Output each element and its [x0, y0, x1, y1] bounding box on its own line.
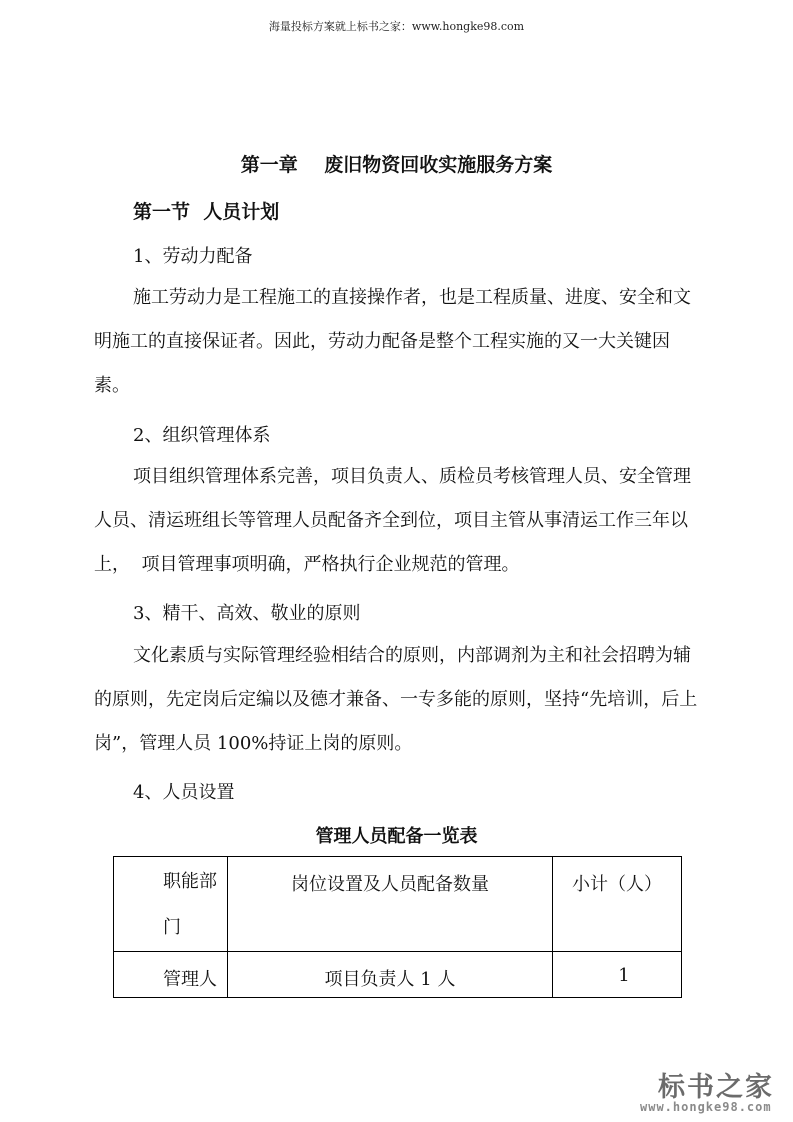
paragraph-principles: 文化素质与实际管理经验相结合的原则，内部调剂为主和社会招聘为辅的原则，先定岗后定编以及德才兼备、一专多能的原则，坚持“先培训，后上岗”，管理人员 100%持证上岗的原则。: [94, 645, 698, 754]
table-header-row: [114, 857, 682, 952]
subheading-principles: 3、精干、高效、敬业的原则: [133, 603, 361, 624]
chapter-title: 第一章 废旧物资回收实施服务方案: [240, 154, 553, 176]
cell-subtotal: 1: [553, 952, 682, 998]
cell-position: 项目负责人 1 人: [228, 952, 553, 998]
header-dept: 职能部门: [114, 857, 228, 952]
subheading-organization: 2、组织管理体系: [133, 425, 271, 446]
subheading-labor: 1、劳动力配备: [133, 246, 253, 267]
header-subtotal: 小计（人）: [553, 857, 682, 952]
page-header: 海量投标方案就上标书之家：www.hongke98.com: [268, 20, 525, 33]
paragraph-labor: 施工劳动力是工程施工的直接操作者，也是工程质量、进度、安全和文明施工的直接保证者。因此，劳动力配备是整个工程实施的又一大关键因素。: [94, 287, 691, 396]
logo-title: 标书之家: [658, 1072, 774, 1103]
table-title: 管理人员配备一览表: [315, 826, 478, 847]
paragraph-organization: 项目组织管理体系完善，项目负责人、质检员考核管理人员、安全管理人员、清运班组长等管理人员配备齐全到位，项目主管从事清运工作三年以上， 项目管理事项明确，严格执行企业规范的管理。: [94, 466, 691, 575]
table-row: [114, 952, 682, 998]
header-position: 岗位设置及人员配备数量: [228, 857, 553, 952]
section-title: 第一节 人员计划: [133, 201, 280, 223]
cell-dept: 管理人: [114, 952, 228, 998]
site-logo: [640, 1065, 790, 1115]
staff-table: [113, 856, 682, 998]
subheading-staffing: 4、人员设置: [133, 782, 235, 803]
logo-url: www.hongke98.com: [640, 1100, 772, 1114]
